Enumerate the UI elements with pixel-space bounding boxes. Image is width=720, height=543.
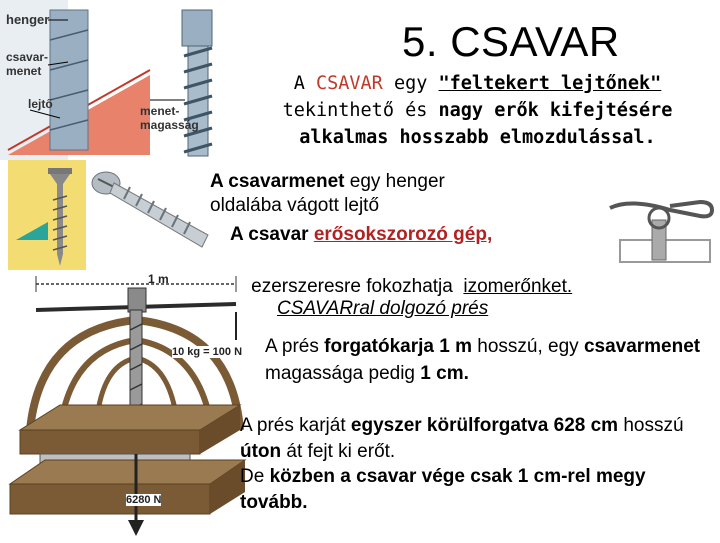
thread-diagram xyxy=(0,0,215,160)
intro-feltekert: "feltekert lejtőnek" xyxy=(438,73,662,94)
p2-line2b: izomerőnket. xyxy=(463,276,573,297)
p3-d: csavarmenet xyxy=(583,336,701,357)
press-force-out: 6280 N xyxy=(126,494,162,506)
p3-e: magassága pedig xyxy=(265,363,421,384)
wood-screw-svg xyxy=(8,160,86,270)
intro-t5: tekinthető és xyxy=(282,100,439,121)
bolt-image xyxy=(90,165,215,255)
p4-e: át fejt ki erőt. xyxy=(281,440,396,462)
press-force-in: 10 kg = 100 N xyxy=(172,346,243,358)
paragraph-csavarmenet xyxy=(210,170,520,218)
press-arm-length: 1 m xyxy=(148,272,169,286)
label-lejto: lejtő xyxy=(28,97,53,111)
p3-b: forgatókarja 1 m xyxy=(324,336,472,357)
p2-red: erősokszorozó gép, xyxy=(313,224,493,245)
press-svg xyxy=(0,270,250,538)
label-menetmagassag: menet- magasság xyxy=(140,104,199,132)
p4-c: hosszú xyxy=(618,415,684,436)
intro-nagy-erok: nagy erők kifejtésére alkalmas hosszabb elmozdulással. xyxy=(299,100,673,148)
p4-b: egyszer körülforgatva 628 cm xyxy=(350,415,619,436)
p4-g: közben a csavar vége csak 1 cm-rel megy tovább. xyxy=(240,466,646,513)
press-heading: CSAVARral dolgozó prés xyxy=(277,298,489,319)
wood-screw-image xyxy=(8,160,86,270)
p4-f: De xyxy=(240,466,270,487)
label-csavarmenet: csavar- menet xyxy=(6,50,49,78)
press-image xyxy=(0,270,250,538)
paragraph-press-arm xyxy=(265,333,710,387)
p4-a: A prés karját xyxy=(240,415,351,436)
p3-f: 1 cm. xyxy=(420,363,469,384)
p4-d: úton xyxy=(240,440,282,462)
intro-csavar: CSAVAR xyxy=(315,73,383,94)
bolt-svg xyxy=(90,165,215,255)
p2-bold: A csavar xyxy=(230,224,314,245)
page-title: 5. CSAVAR xyxy=(402,18,620,65)
p1-rest: egy henger oldalába vágott lejtő xyxy=(210,171,445,216)
intro-text xyxy=(255,70,700,151)
p2-line2a: ezerszeresre fokozhatja xyxy=(251,276,464,297)
p3-a: A prés xyxy=(265,336,325,357)
p3-c: hosszú, egy xyxy=(471,336,584,357)
intro-t3: egy xyxy=(382,73,439,94)
intro-t1: A xyxy=(293,73,316,94)
label-henger: henger xyxy=(6,12,50,27)
paragraph-press-work xyxy=(240,413,710,515)
p1-bold: A csavarmenet xyxy=(210,171,345,192)
